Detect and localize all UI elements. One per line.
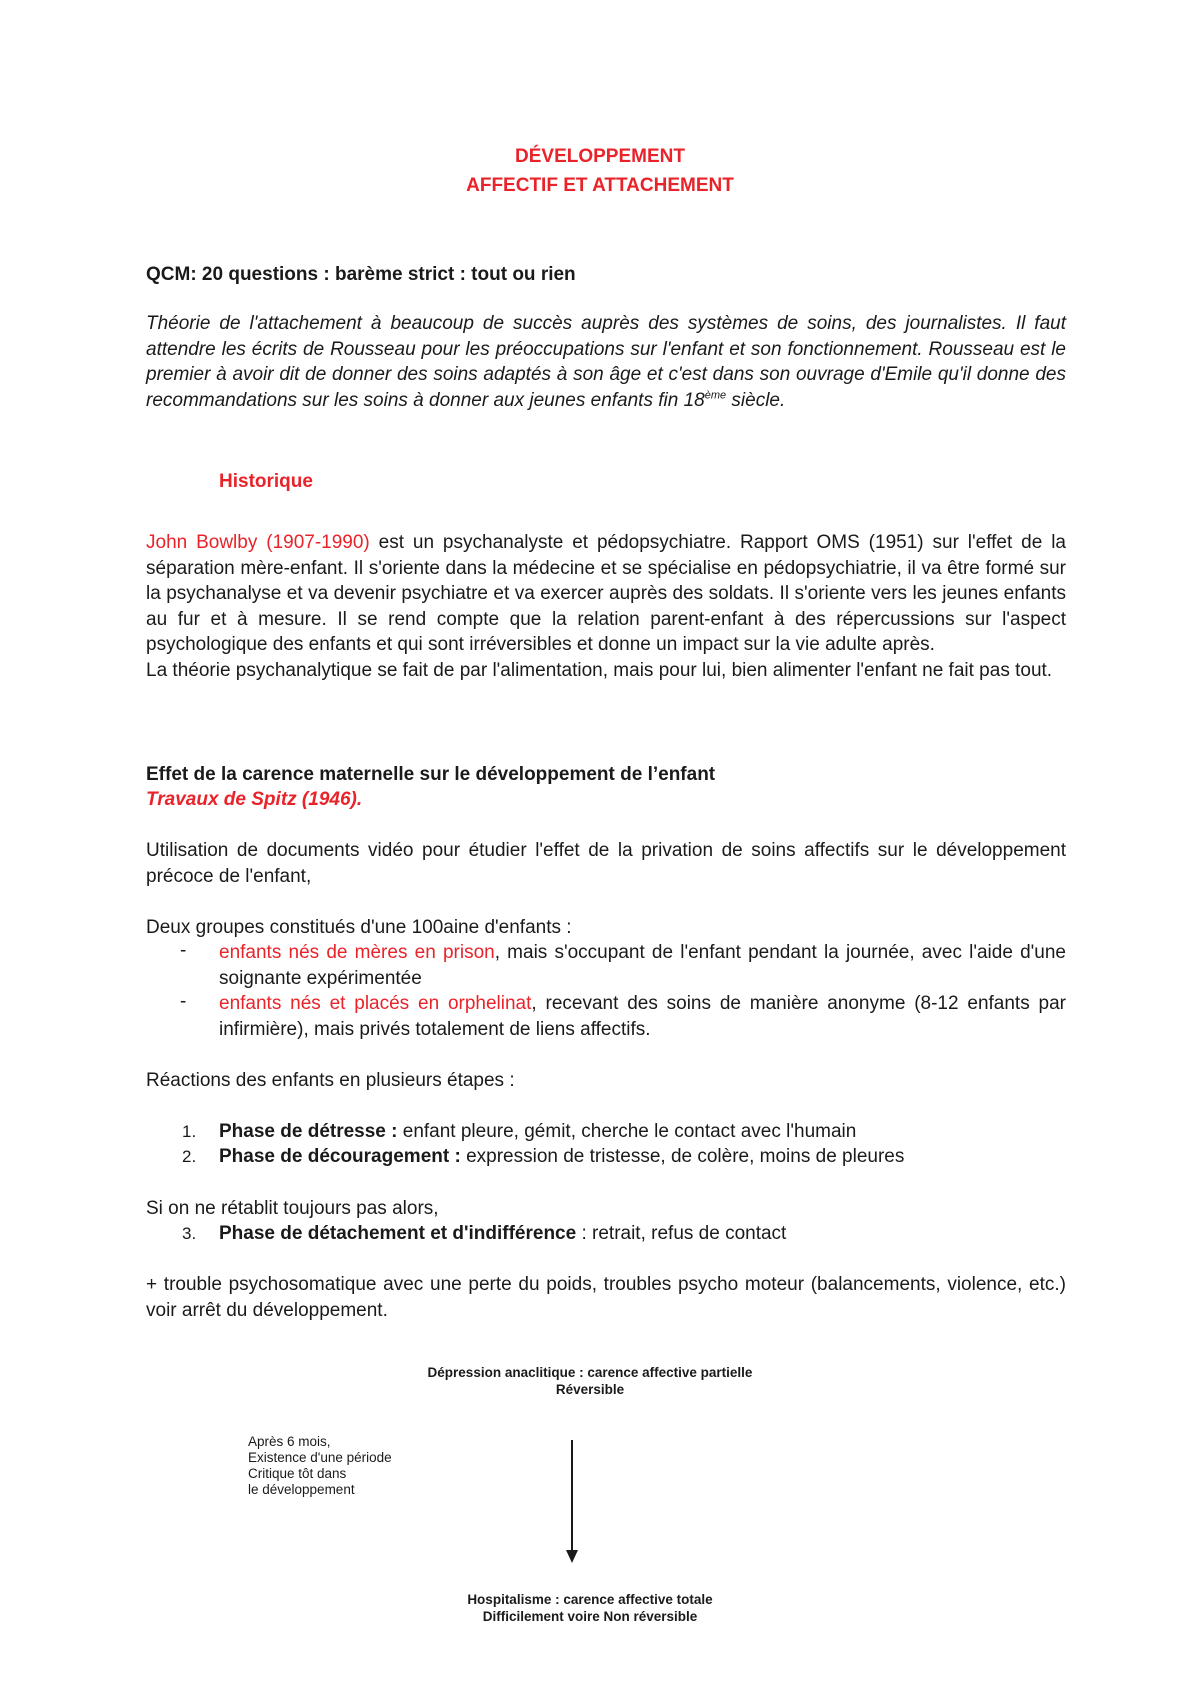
diagram-side-note xyxy=(248,1434,392,1498)
phase-2-label: Phase de découragement : xyxy=(219,1146,461,1167)
group-2-dash: - xyxy=(180,991,187,1012)
side-note-line-4: le développement xyxy=(248,1482,355,1497)
phase-1 xyxy=(219,1119,1066,1145)
phase-3-label: Phase de détachement et d'indifférence xyxy=(219,1223,577,1244)
group-1-label: enfants nés de mères en prison xyxy=(219,942,495,963)
group-1 xyxy=(219,940,1066,991)
diagram-bottom-line-2: Difficilement voire Non réversible xyxy=(482,1609,698,1624)
group-2 xyxy=(219,991,1066,1042)
group-2-text: , recevant des soins de manière anonyme (8-12 enfants par infirmière), mais privés totalement de liens affectifs. xyxy=(219,993,1066,1040)
reactions-intro: Réactions des enfants en plusieurs étapes : xyxy=(146,1070,515,1091)
historique-paragraph xyxy=(146,530,1066,683)
side-note-line-1: Après 6 mois, xyxy=(248,1434,331,1449)
group-2-label: enfants nés et placés en orphelinat xyxy=(219,993,532,1014)
group-1-text: , mais s'occupant de l'enfant pendant la journée, avec l'aide d'une soignante expérimentée xyxy=(219,942,1066,989)
phase-2-number: 2. xyxy=(182,1147,197,1166)
historique-text-2: La théorie psychanalytique se fait de par l'alimentation, mais pour lui, bien alimenter l'enfant ne fait pas tout. xyxy=(146,659,1053,681)
phase-3 xyxy=(219,1221,1066,1247)
side-note-line-2: Existence d'une période xyxy=(248,1450,392,1465)
diagram-bottom-line-1: Hospitalisme : carence affective totale xyxy=(467,1592,713,1607)
diagram-top-line-2: Réversible xyxy=(555,1382,625,1397)
groups-intro: Deux groupes constitués d'une 100aine d'enfants : xyxy=(146,917,572,938)
spitz-subheading: Travaux de Spitz (1946). xyxy=(146,789,363,810)
intro-text-end: siècle. xyxy=(726,389,786,411)
group-1-dash: - xyxy=(180,940,187,961)
phase-3-number: 3. xyxy=(182,1224,197,1243)
phase-2 xyxy=(219,1144,1066,1170)
down-arrow-icon xyxy=(562,1440,582,1565)
not-restored-line: Si on ne rétablit toujours pas alors, xyxy=(146,1198,439,1219)
title-line-1: DÉVELOPPEMENT xyxy=(515,146,685,167)
phase-3-text: : retrait, refus de contact xyxy=(576,1223,787,1244)
effet-heading: Effet de la carence maternelle sur le développement de l’enfant xyxy=(146,764,716,785)
phase-2-text: expression de tristesse, de colère, moins de pleures xyxy=(460,1146,905,1167)
bowlby-name: John Bowlby (1907-1990) xyxy=(146,532,370,553)
historique-text: est un psychanalyste et pédopsychiatre. Rapport OMS (1951) sur l'effet de la séparation mère-enfant. Il s'oriente dans la médecine et se spécialise en pédopsychiatrie, il va être formé sur la psychanalyse et va devenir psychiatre et va exercer auprès des soldats. Il s'oriente vers les jeunes enfants au fur et à mesure. Il se rend compte que la relation parent-enfant à des répercussions sur l'aspect psychologique des enfants et qui sont irréversibles et donne un impact sur la vie adulte après. xyxy=(146,532,1066,655)
phase-1-text: enfant pleure, gémit, cherche le contact avec l'humain xyxy=(397,1121,857,1142)
phase-1-number: 1. xyxy=(182,1122,197,1141)
diagram-top-line-1: Dépression anaclitique : carence affective partielle xyxy=(427,1365,753,1380)
phase-1-label: Phase de détresse : xyxy=(219,1121,398,1142)
intro-paragraph xyxy=(146,311,1066,413)
historique-heading: Historique xyxy=(219,471,313,492)
intro-text: Théorie de l'attachement à beaucoup de succès auprès des systèmes de soins, des journalistes. Il faut attendre les écrits de Rousseau pour les préoccupations sur l'enfant et son fonctionnement. Rousseau est le premier à avoir dit de donner des soins adaptés à son âge et c'est dans son ouvrage d'Emile qu'il donne des recommandations sur les soins à donner aux jeunes enfants fin 18 xyxy=(146,313,1066,411)
psychosomatic-paragraph: + trouble psychosomatique avec une perte du poids, troubles psycho moteur (balancements, violence, etc.) voir arrêt du développement. xyxy=(146,1274,1066,1321)
title-line-2: AFFECTIF ET ATTACHEMENT xyxy=(466,175,734,196)
side-note-line-3: Critique tôt dans xyxy=(248,1466,347,1481)
intro-superscript: ème xyxy=(704,389,727,402)
qcm-line: QCM: 20 questions : barème strict : tout ou rien xyxy=(146,264,576,285)
effet-paragraph-1: Utilisation de documents vidéo pour étudier l'effet de la privation de soins affectifs sur le développement précoce de l'enfant, xyxy=(146,840,1066,887)
